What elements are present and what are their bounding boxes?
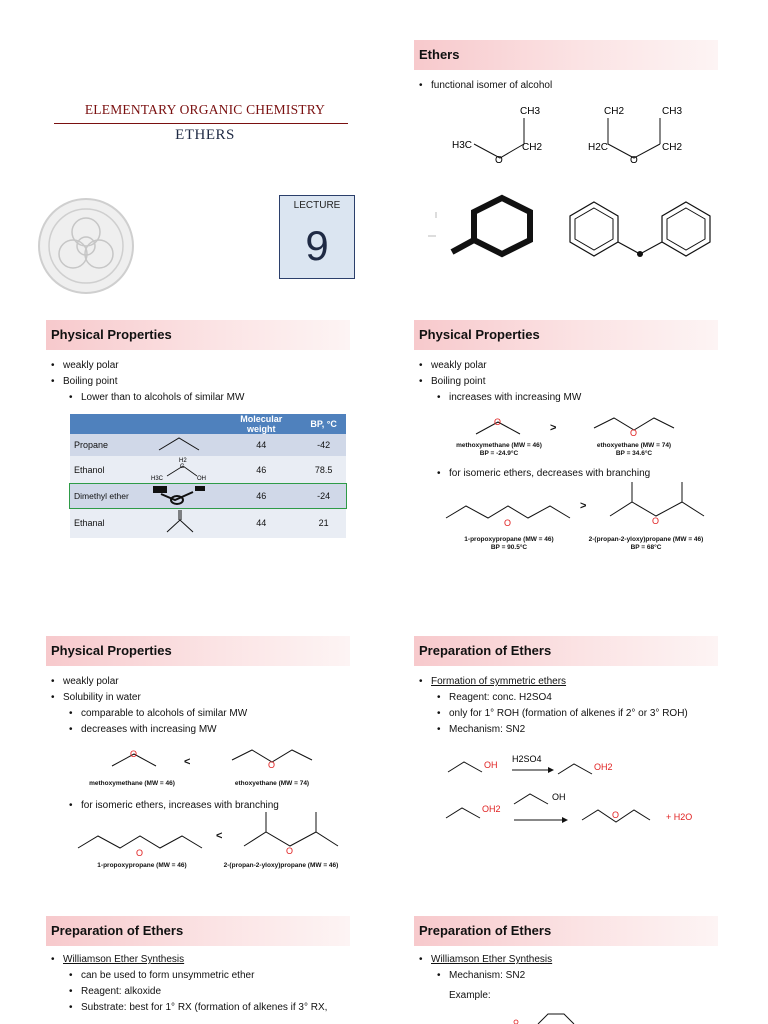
sub-bullet: • Reagent: alkoxide (51, 984, 327, 1000)
table-row (70, 456, 346, 484)
oxygen-label: O (495, 155, 503, 166)
slide-williamson-synthesis (46, 916, 350, 1024)
hydroxyl-label: OH (552, 792, 566, 802)
atom-label: H3C (151, 476, 164, 482)
table-header-row (70, 414, 346, 434)
sub-bullet: • Substrate: best for 1° RX (formation of alkenes if 3° RX, (51, 1000, 327, 1016)
bullet: • weakly polar (51, 674, 247, 690)
bullet: • Williamson Ether Synthesis (51, 952, 327, 968)
structure-cell (145, 456, 221, 484)
slide-williamson-mechanism (414, 916, 718, 1024)
slide-header: Preparation of Ethers (414, 636, 718, 666)
column-header: BP, °C (310, 419, 337, 429)
column-header (145, 414, 221, 434)
atom-label: CH2 (604, 106, 625, 117)
sub-bullet: • for isomeric ethers, increases with branching (51, 798, 279, 814)
structure-dimethyl-ether (149, 484, 209, 506)
caption: methoxymethane (MW = 46) (89, 780, 175, 787)
atom-label: CH3 (662, 106, 683, 117)
sub-bullet: • can be used to form unsymmetric ether (51, 968, 327, 984)
boiling-point: 21 (318, 518, 329, 528)
boiling-point: -42 (317, 440, 331, 450)
structure-cell (145, 434, 221, 456)
table-row (70, 434, 346, 456)
slide-header: Physical Properties (414, 320, 718, 350)
oxygen-label: O (286, 846, 294, 856)
oxonium-label: OH2 (594, 762, 613, 772)
atom-label: H2 (179, 458, 187, 464)
slide-physical-properties-bp (414, 320, 718, 570)
boiling-point: 78.5 (314, 465, 333, 475)
university-seal-icon (30, 196, 142, 296)
oxygen-label: O (494, 417, 502, 427)
example-structure (504, 1012, 584, 1024)
caption-name: methoxymethane (MW = 46) (456, 442, 542, 449)
structure-cell (145, 484, 221, 508)
compound-name: Ethanal (74, 518, 105, 528)
comparison-symbol: < (184, 756, 191, 768)
oxygen-label: O (630, 428, 638, 438)
slide-physical-properties-solubility (46, 636, 350, 886)
bullet: • Boiling point (51, 374, 244, 390)
hydroxyl-label: OH (484, 760, 498, 770)
molecular-weight: 46 (256, 491, 267, 501)
caption-bp: BP = 34.6°C (615, 450, 653, 457)
sub-bullet: • Mechanism: SN2 (419, 968, 552, 984)
lecture-label: LECTURE (293, 200, 341, 211)
boiling-point: -24 (317, 491, 331, 501)
oxygen-label: O (268, 760, 276, 770)
caption-bp: BP = -24.9°C (479, 450, 519, 457)
structure-ethoxyethane (586, 100, 706, 166)
structure-diphenyl-ether (564, 198, 716, 268)
bullet: • Boiling point (419, 374, 581, 390)
structure-cell (145, 508, 221, 538)
lecture-box (279, 195, 355, 279)
caption: ethoxyethane (MW = 74) (234, 780, 310, 787)
structure-methoxyethane (448, 100, 558, 166)
structure-propane (149, 434, 209, 454)
caption: 2-(propan-2-yloxy)propane (MW = 46) (223, 862, 339, 869)
atom-label: CH3 (520, 106, 541, 117)
oxygen-label: O (630, 155, 638, 166)
slide-physical-properties-table (46, 320, 350, 570)
sub-bullet: • increases with increasing MW (419, 390, 581, 406)
caption (434, 442, 564, 458)
caption-bp: BP = 90.5°C (490, 544, 528, 551)
slide-ethers (414, 40, 718, 280)
compound-name: Dimethyl ether (74, 491, 129, 501)
slide-header: Ethers (414, 40, 718, 70)
sub-bullet: • comparable to alcohols of similar MW (51, 706, 247, 722)
structure-1-propoxypropane (76, 826, 204, 862)
structure-ethoxyethane (590, 412, 680, 442)
title-slide (30, 38, 360, 288)
caption-name: 2-(propan-2-yloxy)propane (MW = 46) (588, 536, 704, 543)
atom-label: CH2 (522, 142, 543, 153)
comparison-symbol: > (580, 500, 587, 512)
column-header (70, 414, 145, 434)
caption-name: 1-propoxypropane (MW = 46) (464, 536, 554, 543)
caption (574, 536, 718, 552)
comparison-symbol: < (216, 830, 223, 842)
bullet: • functional isomer of alcohol (419, 78, 552, 94)
molecular-weight: 44 (256, 440, 267, 450)
table-row-highlighted (70, 484, 346, 508)
structure-methoxymethane (106, 742, 162, 772)
molecular-weight: 46 (256, 465, 267, 475)
sub-bullet: • Lower than to alcohols of similar MW (51, 390, 244, 406)
caption-bp: BP = 68°C (630, 544, 662, 551)
structure-ethanal (149, 508, 209, 536)
compound-name: Propane (74, 440, 109, 450)
comparison-symbol: > (550, 422, 557, 434)
bullet: • Solubility in water (51, 690, 247, 706)
oxygen-label: O (130, 749, 138, 759)
column-header: Molecular weight (240, 414, 283, 434)
title-top: ELEMENTARY ORGANIC CHEMISTRY (84, 102, 326, 117)
sub-bullet: • decreases with increasing MW (51, 722, 247, 738)
slide-header: Physical Properties (46, 320, 350, 350)
slide-header: Physical Properties (46, 636, 350, 666)
structure-diisopropyl-ether (602, 478, 712, 534)
bullet: • Williamson Ether Synthesis (419, 952, 552, 968)
slide-preparation-symmetric (414, 636, 718, 886)
atom-label: H2C (588, 142, 609, 153)
sub-bullet: • for isomeric ethers, decreases with branching (419, 466, 650, 482)
bullet: • weakly polar (419, 358, 581, 374)
slide-header: Preparation of Ethers (46, 916, 350, 946)
oxygen-label: O (136, 848, 144, 858)
sub-bullet: • Reagent: conc. H2SO4 (419, 690, 688, 706)
water-label: + H2O (666, 812, 693, 822)
atom-label: C (180, 464, 185, 470)
caption (574, 442, 694, 458)
structure-ethoxyethane (228, 744, 318, 774)
bullet: • Formation of symmetric ethers (419, 674, 688, 690)
compound-name: Ethanol (74, 465, 105, 475)
sub-bullet: • Mechanism: SN2 (419, 722, 688, 738)
molecular-weight: 44 (256, 518, 267, 528)
oxygen-label: O (652, 516, 660, 526)
atom-label: CH2 (662, 142, 683, 153)
caption: 1-propoxypropane (MW = 46) (97, 862, 187, 869)
lecture-number: 9 (305, 222, 329, 269)
caption-name: ethoxyethane (MW = 74) (596, 442, 672, 449)
slide-header: Preparation of Ethers (414, 916, 718, 946)
table-row (70, 508, 346, 538)
caption (444, 536, 574, 552)
atom-label: H3C (452, 140, 473, 151)
bullet: • weakly polar (51, 358, 244, 374)
structure-ethanol (149, 456, 217, 482)
sub-bullet: • only for 1° ROH (formation of alkenes if 2° or 3° ROH) (419, 706, 688, 722)
reaction-scheme (444, 748, 718, 838)
oxygen-label: O (504, 518, 512, 528)
oxonium-label: OH2 (482, 804, 501, 814)
reagent-label: H2SO4 (512, 754, 542, 764)
boiling-point-table (70, 414, 346, 538)
structure-anisole (414, 190, 544, 270)
title-bottom: ETHERS (175, 127, 235, 143)
structure-1-propoxypropane (444, 496, 572, 532)
structure-methoxymethane (470, 410, 526, 440)
title-rule (54, 123, 348, 124)
oxygen-label: O (612, 810, 620, 820)
structure-diisopropyl-ether (236, 808, 346, 864)
atom-label: OH (197, 476, 207, 482)
example-label: Example: (449, 990, 491, 1001)
